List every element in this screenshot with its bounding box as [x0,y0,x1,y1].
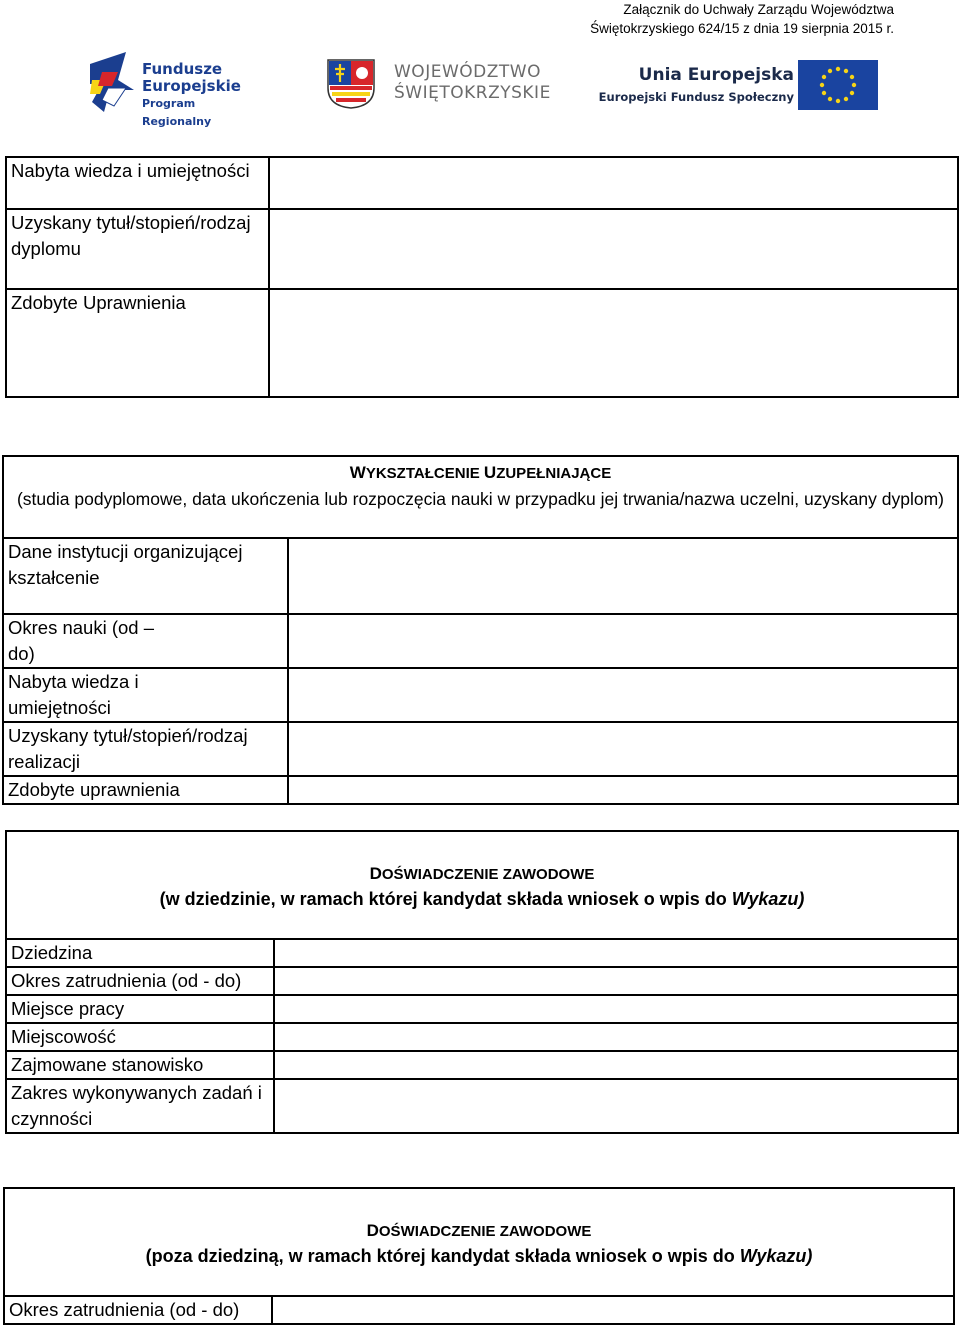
section-header [3,456,958,538]
table-row-label [6,967,274,995]
label-study-period: Okres nauki (od – do) [8,617,155,664]
table-row-label [3,614,288,668]
section-title: DOŚWIADCZENIE ZAWODOWE [366,1221,592,1240]
header-line-1: Załącznik do Uchwały Zarządu Województwa [623,2,894,17]
logo-fundusze-europejskie [88,50,268,128]
ue-line-1: Unia Europejska [638,65,794,85]
logo-wojewodztwo [326,58,551,110]
table-row-label [3,538,288,614]
input-knowledge-2[interactable] [288,668,958,722]
input-field[interactable] [274,939,958,967]
label-diploma: Uzyskany tytuł/stopień/rodzaj dyplomu [11,212,251,259]
header-line-2: Świętokrzyskiego 624/15 z dnia 19 sierpnia 2015 r. [590,21,894,36]
label-institution: Dane instytucji organizującej kształcenie [8,541,243,588]
input-institution[interactable] [288,538,958,614]
table-work-experience-outside-field [3,1187,955,1325]
input-employment-period-2[interactable] [272,1296,954,1324]
section-header [4,1188,954,1296]
document-header [590,0,894,38]
label-knowledge-2: Nabyta wiedza i umiejętności [8,671,139,718]
input-degree-2[interactable] [288,722,958,776]
label-workplace: Miejsce pracy [11,998,125,1019]
section-subtitle: (poza dziedziną, w ramach której kandydat składa wniosek o wpis do Wykazu) [145,1246,813,1266]
input-locality[interactable] [274,1023,958,1051]
label-knowledge: Nabyta wiedza i umiejętności [11,160,250,181]
fe-line-1: Fundusze [142,60,223,78]
ue-line-2: Europejski Fundusz Społeczny [598,90,794,104]
label-employment-period: Okres zatrudnienia (od - do) [11,970,242,991]
fe-line-2: Europejskie [142,77,241,95]
section-title: DOŚWIADCZENIE ZAWODOWE [369,864,595,883]
section-subtitle: (w dziedzinie, w ramach której kandydat składa wniosek o wpis do Wykazu) [159,889,805,909]
table-row-label [6,1023,274,1051]
table-row-label [6,1051,274,1079]
table-row-label [3,776,288,804]
table-supplementary-education [2,455,959,805]
woj-line-1: WOJEWÓDZTWO [394,62,541,82]
table-work-experience-in-field [5,830,959,1134]
table-row-label [4,1296,272,1324]
input-qualifications-2[interactable] [288,776,958,804]
label-position: Zajmowane stanowisko [11,1054,204,1075]
label-qualifications: Zdobyte Uprawnienia [11,292,186,313]
input-diploma[interactable] [269,209,958,289]
eu-flag-icon [798,60,878,110]
table-row-label [6,209,269,289]
label-locality: Miejscowość [11,1026,116,1047]
logo-unia-europejska [598,60,878,110]
table-row-label [6,1079,274,1133]
input-position[interactable] [274,1051,958,1079]
table-row-label [3,722,288,776]
label-qualifications-2: Zdobyte uprawnienia [8,779,180,800]
label-degree-2: Uzyskany tytuł/stopień/rodzaj realizacji [8,725,248,772]
input-workplace[interactable] [274,995,958,1023]
fe-star-icon [88,50,136,114]
input-knowledge[interactable] [269,157,958,209]
label-employment-period-2: Okres zatrudnienia (od - do) [9,1299,240,1320]
input-duties[interactable] [274,1079,958,1133]
table-row-label [6,289,269,397]
input-employment-period[interactable] [274,967,958,995]
input-qualifications[interactable] [269,289,958,397]
table-previous-education [5,156,959,398]
table-row-label [6,939,274,967]
label-field: Dziedzina [11,942,93,963]
table-row-label [6,995,274,1023]
table-row-label [3,668,288,722]
fe-line-3: Program Regionalny [142,97,212,128]
input-study-period[interactable] [288,614,958,668]
label-duties: Zakres wykonywanych zadań i czynności [11,1082,262,1129]
section-subtitle: (studia podyplomowe, data ukończenia lub rozpoczęcia nauki w przypadku jej trwania/nazwa uczelni, uzyskany dyplom) [16,489,944,509]
section-header [6,831,958,939]
coat-of-arms-icon [326,58,376,110]
section-title: WYKSZTAŁCENIE UZUPEŁNIAJĄCE [349,463,612,482]
table-row-label [6,157,269,209]
woj-line-2: ŚWIĘTOKRZYSKIE [394,83,551,103]
